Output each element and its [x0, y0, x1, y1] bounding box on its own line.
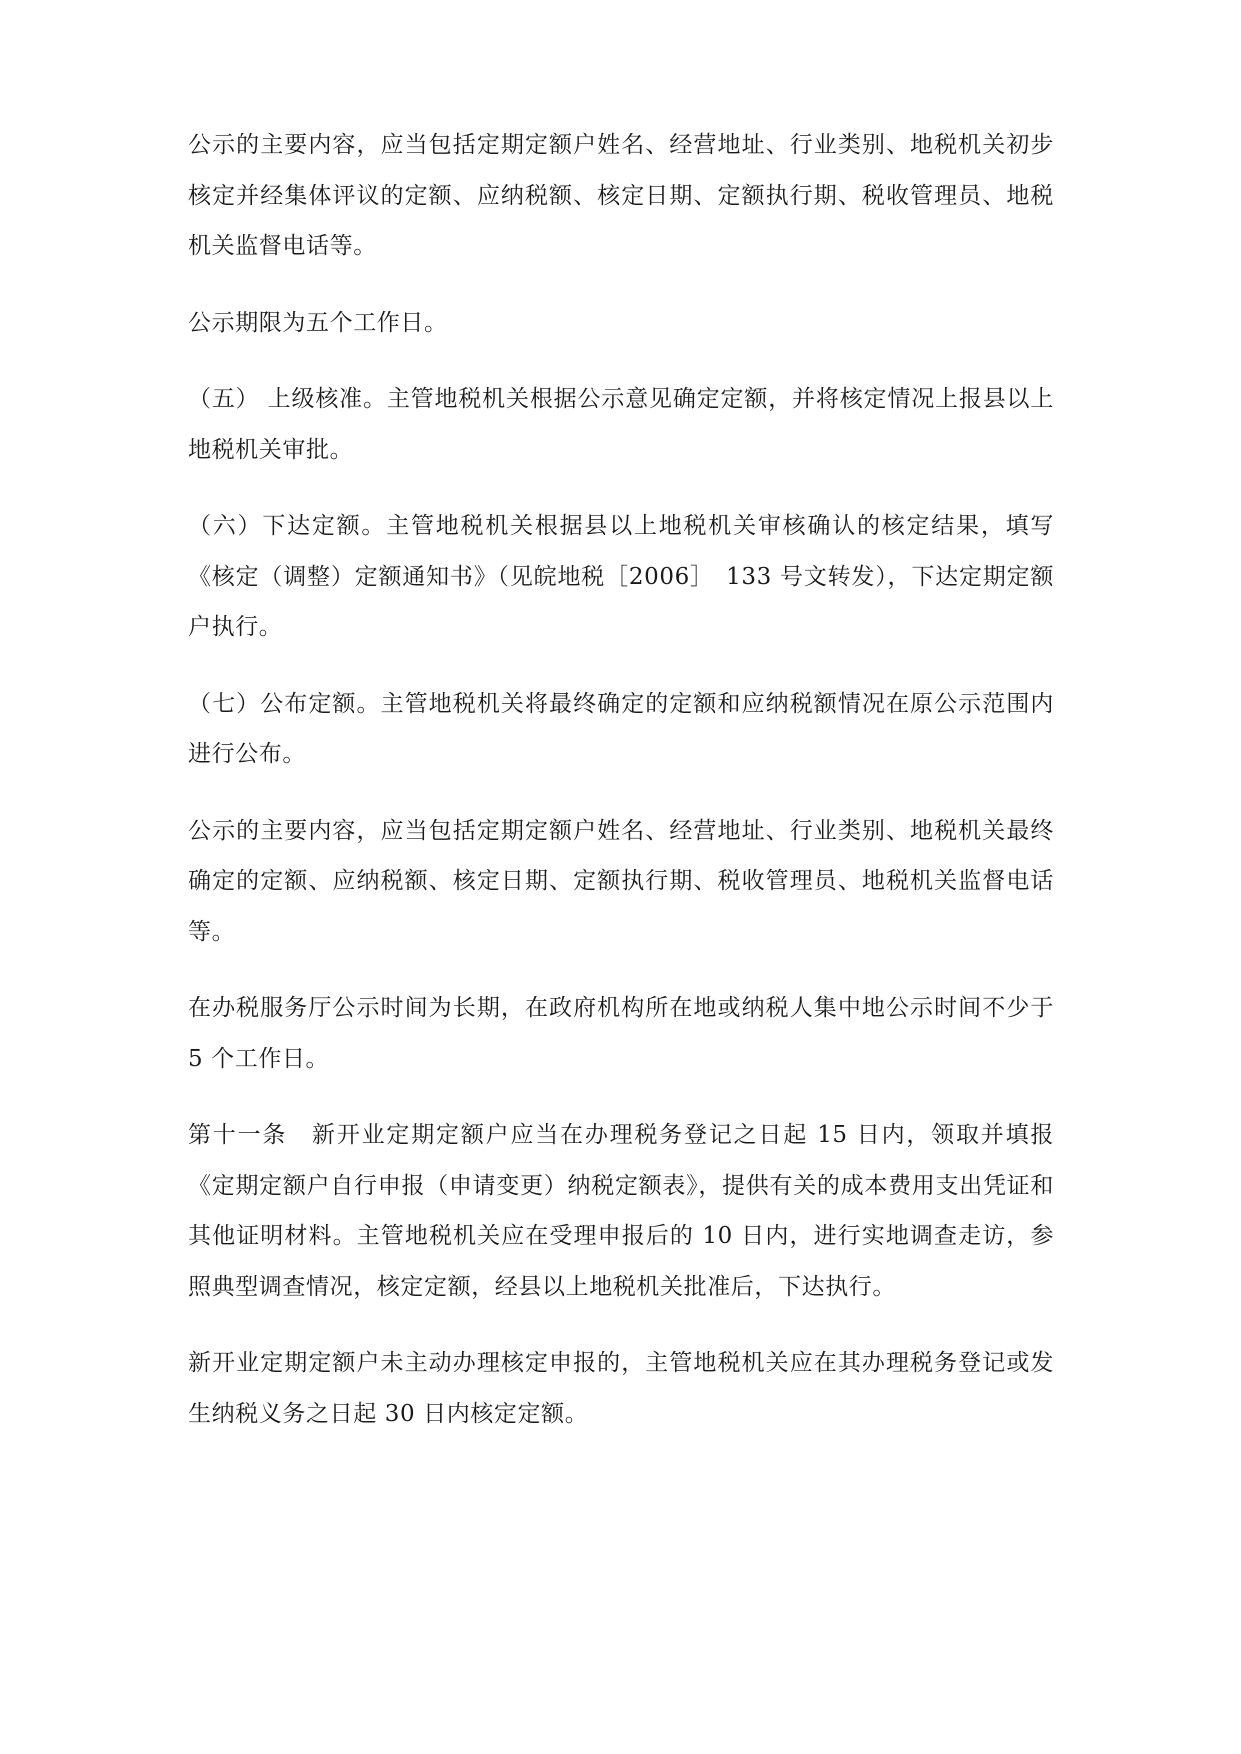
- document-body: [188, 120, 1054, 1465]
- paragraph-publicity-duration: 在办税服务厅公示时间为长期，在政府机构所在地或纳税人集中地公示时间不少于 5 个工作日。: [188, 995, 1054, 1072]
- paragraph-step-7-announce-quota: （七）公布定额。主管地税机关将最终确定的定额和应纳税额情况在原公示范围内进行公布。: [188, 690, 1054, 767]
- paragraph-article-11: 第十一条 新开业定期定额户应当在办理税务登记之日起 15 日内，领取并填报《定期定额户自行申报（申请变更）纳税定额表》，提供有关的成本费用支出凭证和其他证明材料。主管地税机关应在受理申报后的 10 日内，进行实地调查走访，参照典型调查情况，核定定额，经县以上地税机关批准后，下达执行。: [188, 1122, 1054, 1300]
- paragraph-publicity-content-final: 公示的主要内容，应当包括定期定额户姓名、经营地址、行业类别、地税机关最终确定的定额、应纳税额、核定日期、定额执行期、税收管理员、地税机关监督电话等。: [188, 817, 1054, 945]
- paragraph-new-business-unreported: 新开业定期定额户未主动办理核定申报的，主管地税机关应在其办理税务登记或发生纳税义务之日起 30 日内核定定额。: [188, 1350, 1054, 1427]
- paragraph-step-5-approval: （五） 上级核准。主管地税机关根据公示意见确定定额，并将核定情况上报县以上地税机关审批。: [188, 386, 1054, 463]
- paragraph-step-6-issue-quota: （六）下达定额。主管地税机关根据县以上地税机关审核确认的核定结果，填写《核定（调整）定额通知书》（见皖地税［2006］ 133 号文转发），下达定期定额户执行。: [188, 513, 1054, 640]
- paragraph-publicity-period: 公示期限为五个工作日。: [188, 309, 448, 336]
- paragraph-publicity-content-initial: 公示的主要内容，应当包括定期定额户姓名、经营地址、行业类别、地税机关初步核定并经集体评议的定额、应纳税额、核定日期、定额执行期、税收管理员、地税机关监督电话等。: [188, 132, 1054, 259]
